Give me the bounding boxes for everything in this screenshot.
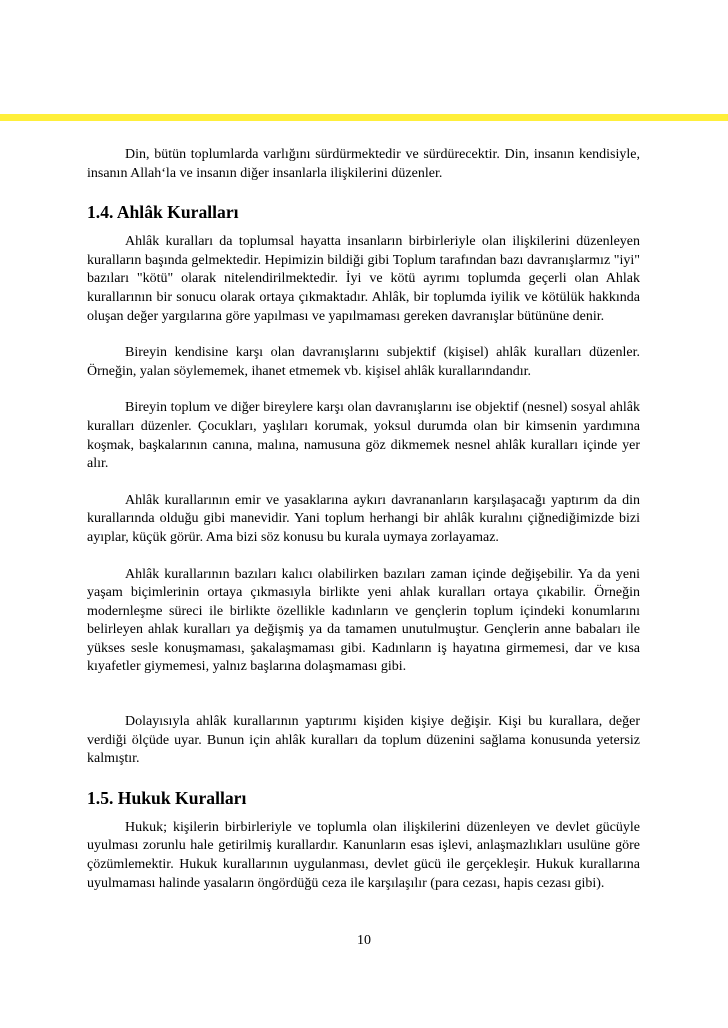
paragraph-subjective-ethics: Bireyin kendisine karşı olan davranışlarını subjektif (kişisel) ahlâk kuralları düzenler. Örneğin, yalan söylememek, ihanet etmemek vb. kişisel ahlâk kurallarındandır.	[87, 345, 640, 379]
page-content	[87, 146, 640, 893]
section-heading-law: 1.5. Hukuk Kuralları	[87, 787, 247, 808]
paragraph-ethics-definition: Ahlâk kuralları da toplumsal hayatta insanların birbirleriyle olan ilişkilerini düzenleyen kuralların başında gelmektedir. Hepimizin bildiği gibi Toplum tarafından bazı davranışlarmız "iyi" bazıları "kötü" olarak nitelendirilmektedir. İyi ve kötü ayrımı toplumda geçerli olan Ahlak kurallarının bir sonucu olarak ortaya çıkmaktadır. Ahlâk, bir toplumda iyilik ve kötülük hakkında oluşan değer yargılarına göre yapılması ve yapılmaması gereken davranışlar bütününe denir.	[87, 234, 640, 324]
paragraph-ethics-sanction: Ahlâk kurallarının emir ve yasaklarına aykırı davrananların karşılaşacağı yaptırım da din kurallarında olduğu gibi manevidir. Yani toplum herhangi bir ahlâk kuralını çiğnediğimizde bizi ayıplar, küçük görür. Ama bizi söz konusu bu kurala uymaya zorlayamaz.	[87, 492, 640, 545]
paragraph-ethics-change: Ahlâk kurallarının bazıları kalıcı olabilirken bazıları zaman içinde değişebilir. Ya da yeni yaşam biçimlerinin ortaya çıkmasıyla birlikte yeni ahlak kuralları ortaya çıkabilir. Örneğin modernleşme süreci ile birlikte özellikle kadınların ve gençlerin toplum içindeki konumlarını belirleyen ahlak kuralları ya değişmiş ya da tamamen unutulmuştur. Gençlerin anne babaları ile yükses sesle konuşmaması, şakalaşmaması gibi. Kadınların iş hayatına girmemesi, dar ve kısa kıyafetler giymemesi, yalnız başlarına dolaşmaması gibi.	[87, 566, 640, 675]
paragraph-objective-ethics: Bireyin toplum ve diğer bireylere karşı olan davranışlarını ise objektif (nesnel) sosyal ahlâk kuralları düzenler. Çocukları, yaşlıları korumak, yoksul durumda olan bir kimsenin yardımına koşmak, başkalarının canına, malına, namusuna göz dikmemek nesnel ahlâk kuralları içinde yer alır.	[87, 400, 640, 472]
paragraph-religion: Din, bütün toplumlarda varlığını sürdürmektedir ve sürdürecektir. Din, insanın kendisiyle, insanın Allah‘la ve insanın diğer insanlarla ilişkilerini düzenler.	[87, 147, 640, 181]
section-heading-ethics: 1.4. Ahlâk Kuralları	[87, 202, 239, 223]
page-number: 10	[357, 933, 371, 948]
paragraph-ethics-conclusion: Dolayısıyla ahlâk kurallarının yaptırımı kişiden kişiye değişir. Kişi bu kurallara, değer verdiği ölçüde uyar. Bunun için ahlâk kuralları da toplum düzenini sağlama konusunda yetersiz kalmıştır.	[87, 714, 640, 767]
paragraph-law-definition: Hukuk; kişilerin birbirleriyle ve toplumla olan ilişkilerini düzenleyen ve devlet gücüyle uyulması zorunlu hale getirilmiş kurallardır. Kanunların esas işlevi, anlaşmazlıkları usulüne göre çözümlemektir. Hukuk kurallarının uygulanması, devlet gücü ile gerçekleşir. Hukuk kurallarına uyulmaması halinde yasaların öngördüğü ceza ile karşılaşılır (para cezası, hapis cezası gibi).	[87, 819, 640, 891]
header-band	[0, 114, 728, 121]
